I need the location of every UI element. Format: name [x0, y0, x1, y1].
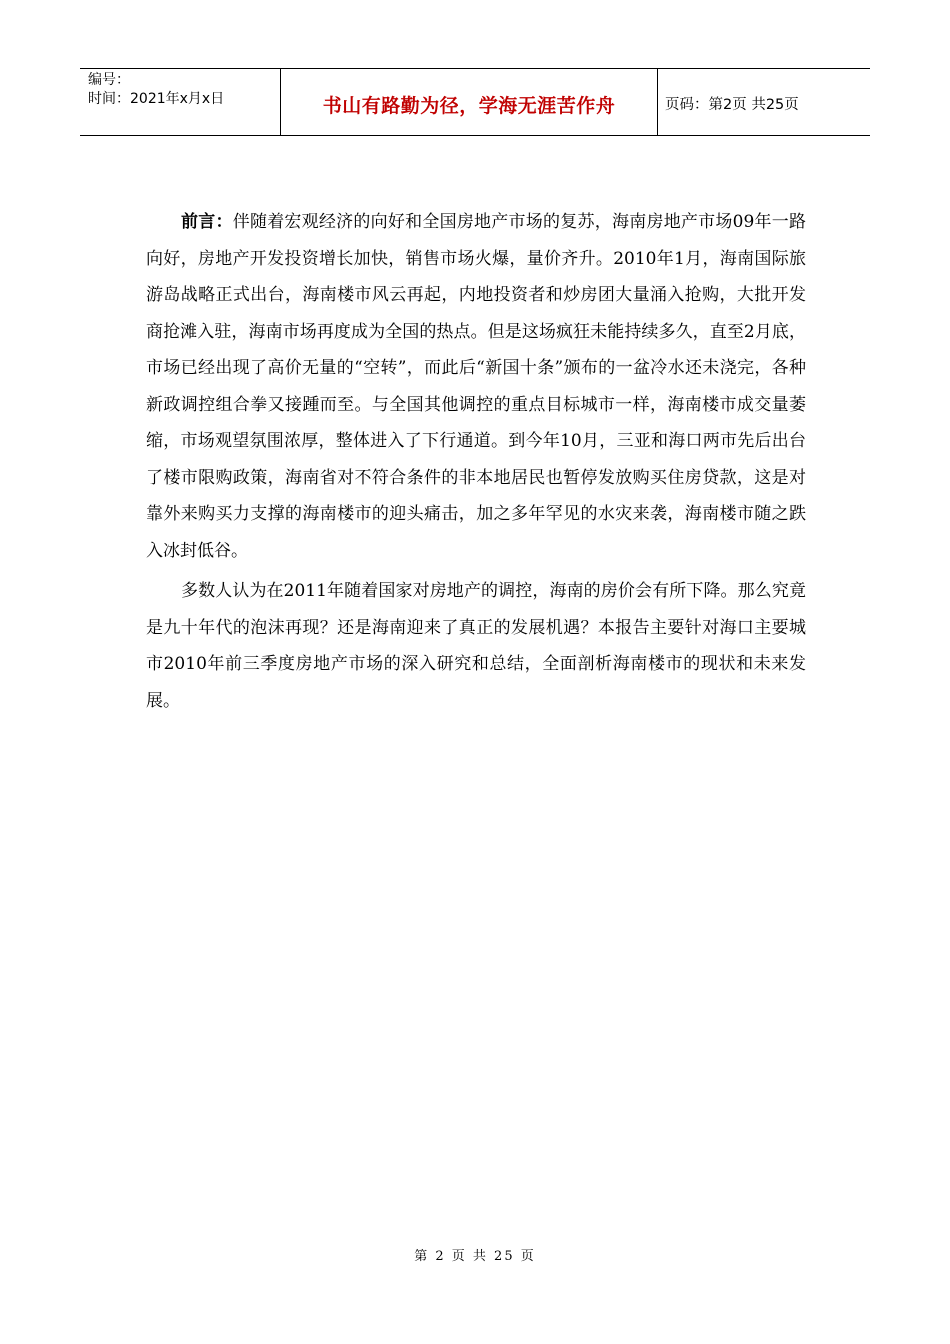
number-label: 编号： — [88, 72, 130, 88]
page-info: 页码：第2页 共25页 — [665, 96, 799, 113]
header-table — [80, 68, 870, 136]
header-motto-cell — [281, 69, 658, 135]
page-footer: 第 2 页 共 25 页 — [414, 1249, 536, 1264]
document-body — [146, 204, 806, 719]
time-label: 时间：2021年x月x日 — [88, 91, 225, 107]
preface-text: 伴随着宏观经济的向好和全国房地产市场的复苏，海南房地产市场09年一路向好，房地产开发投资增长加快，销售市场火爆，量价齐升。2010年1月，海南国际旅游岛战略正式出台，海南楼市风云再起，内地投资者和炒房团大量涌入抢购，大批开发商抢滩入驻，海南市场再度成为全国的热点。但是这场疯狂未能持续多久，直至2月底，市场已经出现了高价无量的“空转”，而此后“新国十条”颁布的一盆冷水还未浇完，各种新政调控组合拳又接踵而至。与全国其他调控的重点目标城市一样，海南楼市成交量萎缩，市场观望氛围浓厚，整体进入了下行通道。到今年10月，三亚和海口两市先后出台了楼市限购政策，海南省对不符合条件的非本地居民也暂停发放购买住房贷款，这是对靠外来购买力支撑的海南楼市的迎头痛击，加之多年罕见的水灾来袭，海南楼市随之跌入冰封低谷。 — [146, 212, 806, 561]
second-paragraph: 多数人认为在2011年随着国家对房地产的调控，海南的房价会有所下降。那么究竟是九十年代的泡沫再现？还是海南迎来了真正的发展机遇？本报告主要针对海口主要城市2010年前三季度房地产市场的深入研究和总结，全面剖析海南楼市的现状和未来发展。 — [146, 581, 806, 711]
header-page-cell — [658, 69, 870, 135]
preface-label: 前言： — [181, 212, 233, 232]
preface-paragraph — [146, 204, 806, 569]
header-meta-cell — [80, 69, 281, 135]
motto-text: 书山有路勤为径，学海无涯苦作舟 — [322, 94, 616, 117]
